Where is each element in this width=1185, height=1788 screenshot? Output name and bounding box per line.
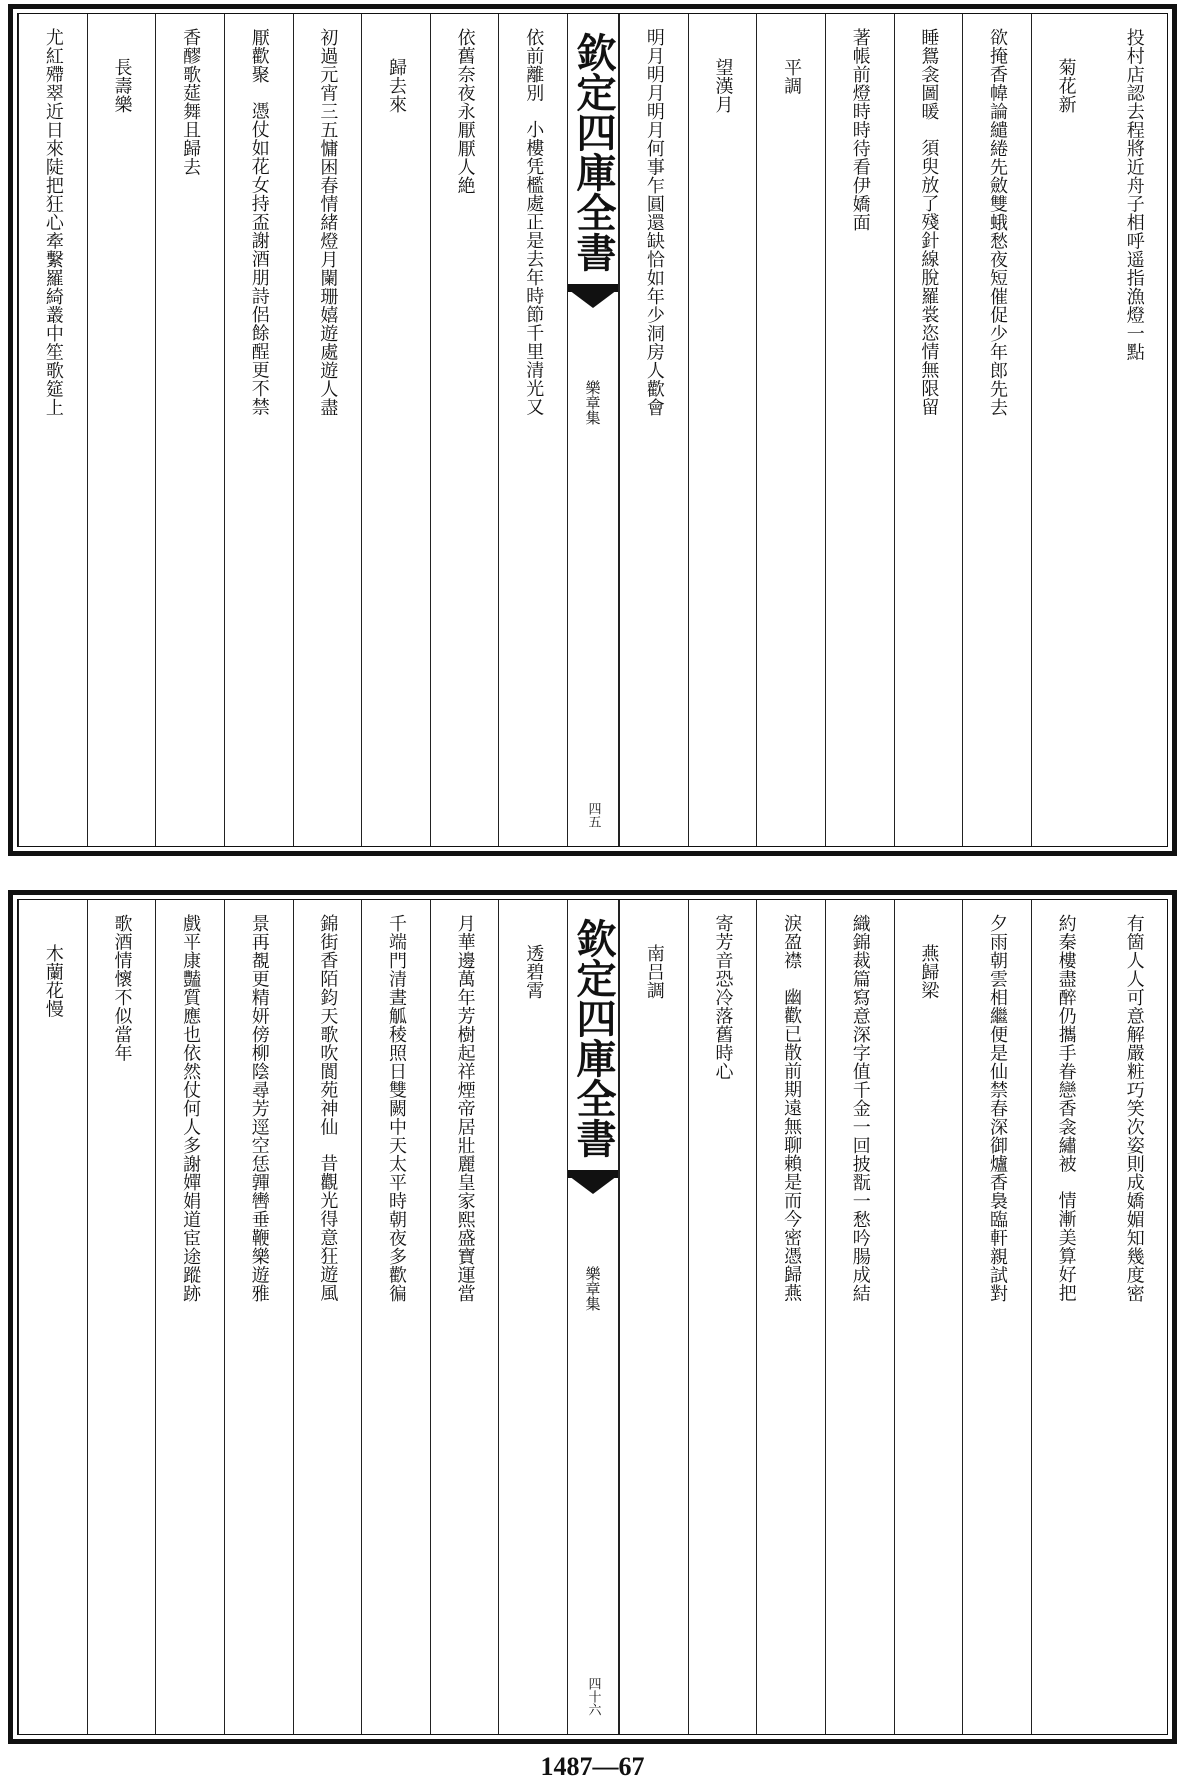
text-column [44,900,62,1734]
text-column [1125,900,1143,1734]
top-page-frame [17,13,1168,847]
top-left-column [224,14,293,846]
text-segment: 須臾放了殘針線脫羅裳恣情無限留 [918,138,940,416]
text-column [1057,900,1075,1734]
text-column [1057,14,1075,846]
text-segment: 夕雨朝雲相繼便是仙禁春深御爐香裊臨軒親試對 [986,914,1008,1303]
text-column [250,14,268,846]
text-segment: 香醪歌莚舞且歸去 [180,28,202,176]
top-right-column [825,14,894,846]
top-left-column [87,14,156,846]
top-right-column [756,14,825,846]
text-column [918,14,940,846]
text-column [523,900,545,1734]
text-column [111,14,133,846]
text-column [387,900,405,1734]
text-column [111,900,133,1734]
top-book-title: 樂章集 [583,380,602,425]
text-column [712,900,734,1734]
bottom-folio-number: 四十六 [585,1677,601,1716]
text-segment: 昔觀光得意狂遊風 [317,1154,339,1302]
text-segment: 憑仗如花女持盃謝酒朋詩侶餘酲更不禁 [248,101,270,416]
text-segment: 依前離別 [523,28,545,102]
text-segment: 歌酒情懷不似當年 [111,914,133,1062]
text-segment: 明月明月明月何事乍圓還缺恰如年少洞房人歡會 [643,28,665,417]
bottom-right-column [688,900,757,1734]
text-segment: 戲平康豔質應也依然仗何人多謝嬋娟道宦途蹤跡 [180,914,202,1303]
text-column [317,14,339,846]
top-right-column [1099,14,1168,846]
text-segment: 厭歡聚 [248,28,270,84]
bottom-fishtail-mark [568,1170,618,1196]
text-segment: 錦街香陌鈞天歌吹閬苑神仙 [317,914,339,1136]
text-segment: 透碧霄 [523,944,545,1000]
text-segment: 燕歸梁 [918,944,940,1000]
text-segment: 著帳前燈時時待看伊嬌面 [849,28,871,232]
text-segment: 有箇人人可意解嚴粧巧笑次姿則成嬌媚知幾度密 [1123,914,1145,1303]
top-right-column [962,14,1031,846]
text-segment: 淚盈襟 [781,914,803,970]
top-collection-title: 欽定四庫全書 [570,32,617,272]
bottom-page [8,890,1177,1744]
text-segment: 望漢月 [712,58,734,114]
top-right-column [688,14,757,846]
bottom-left-column [430,900,499,1734]
bottom-book-title: 樂章集 [583,1266,602,1311]
text-column [988,900,1006,1734]
top-left-column [361,14,430,846]
top-fold-banner [567,14,619,846]
top-fishtail-mark [568,284,618,310]
text-segment: 月華邊萬年芳樹起祥煙帝居壯麗皇家熙盛寶運當 [454,914,476,1303]
text-column [851,14,869,846]
text-column [456,14,474,846]
text-segment: 約秦樓盡醉仍攜手眷戀香衾繡被 [1055,914,1077,1173]
bottom-right-column [962,900,1031,1734]
bottom-page-frame [17,899,1168,1735]
top-right-column [894,14,963,846]
text-segment: 小樓凭檻處正是去年時節千里清光又 [523,120,545,416]
text-column [851,900,869,1734]
text-column [44,14,62,846]
top-left-column [293,14,362,846]
text-column [317,900,339,1734]
text-segment: 平調 [781,58,803,95]
text-segment: 幽歡已散前期遠無聊賴是而今密憑歸燕 [781,987,803,1302]
text-column [456,900,474,1734]
text-column [645,900,663,1734]
bottom-right-column [894,900,963,1734]
text-segment: 木蘭花慢 [42,944,64,1018]
top-left-column [18,14,87,846]
text-segment: 織錦裁篇寫意深字值千金一回披翫一愁吟腸成結 [849,914,871,1303]
bottom-collection-title: 欽定四庫全書 [570,918,617,1158]
text-column [645,14,663,846]
top-right-column [1031,14,1100,846]
bottom-right-column [756,900,825,1734]
text-column [781,14,803,846]
text-column [918,900,940,1734]
bottom-fold-banner [567,900,619,1734]
top-left-column [155,14,224,846]
page-footer-number: 1487—67 [540,1752,645,1781]
text-segment: 尤紅殢翠近日來陡把狂心牽繫羅綺叢中笙歌筵上 [42,28,64,417]
text-segment: 寄芳音恐冷落舊時心 [712,914,734,1081]
text-column [523,14,545,846]
text-segment: 睡鴛衾圖暖 [918,28,940,121]
bottom-right-column [1031,900,1100,1734]
top-folio-number: 四五 [585,802,601,828]
text-column [250,900,268,1734]
bottom-left-column [155,900,224,1734]
bottom-left-column [18,900,87,1734]
text-segment: 欲掩香幃論繾綣先斂雙蛾愁夜短催促少年郎先去 [986,28,1008,417]
text-segment: 初過元宵三五慵困春情緒燈月闌珊嬉遊處遊人盡 [317,28,339,417]
text-segment: 千端門清晝觚稜照日雙闕中天太平時朝夜多歡徧 [385,914,407,1303]
text-column [387,14,405,846]
bottom-left-column [361,900,430,1734]
text-segment: 投村店認去程將近舟子相呼遥指漁燈一點 [1123,28,1145,361]
text-column [180,900,202,1734]
bottom-left-column [293,900,362,1734]
top-page [8,4,1177,856]
text-segment: 菊花新 [1055,58,1077,114]
top-left-column [498,14,567,846]
text-column [988,14,1006,846]
text-segment: 依舊奈夜永厭厭人絶 [454,28,476,195]
bottom-left-column [87,900,156,1734]
text-segment: 景再覩更精妍傍柳陰尋芳逕空恁嚲轡垂鞭樂遊雅 [248,914,270,1303]
bottom-right-column [619,900,688,1734]
top-right-column [619,14,688,846]
text-segment: 長壽樂 [111,58,133,114]
bottom-right-column [1099,900,1168,1734]
bottom-left-column [498,900,567,1734]
text-segment: 南吕調 [643,944,665,1000]
bottom-right-column [825,900,894,1734]
text-column [781,900,803,1734]
text-column [180,14,202,846]
text-segment: 情漸美算好把 [1055,1191,1077,1302]
text-segment: 歸去來 [385,58,407,114]
bottom-left-column [224,900,293,1734]
text-column [712,14,734,846]
top-left-column [430,14,499,846]
text-column [1125,14,1143,846]
